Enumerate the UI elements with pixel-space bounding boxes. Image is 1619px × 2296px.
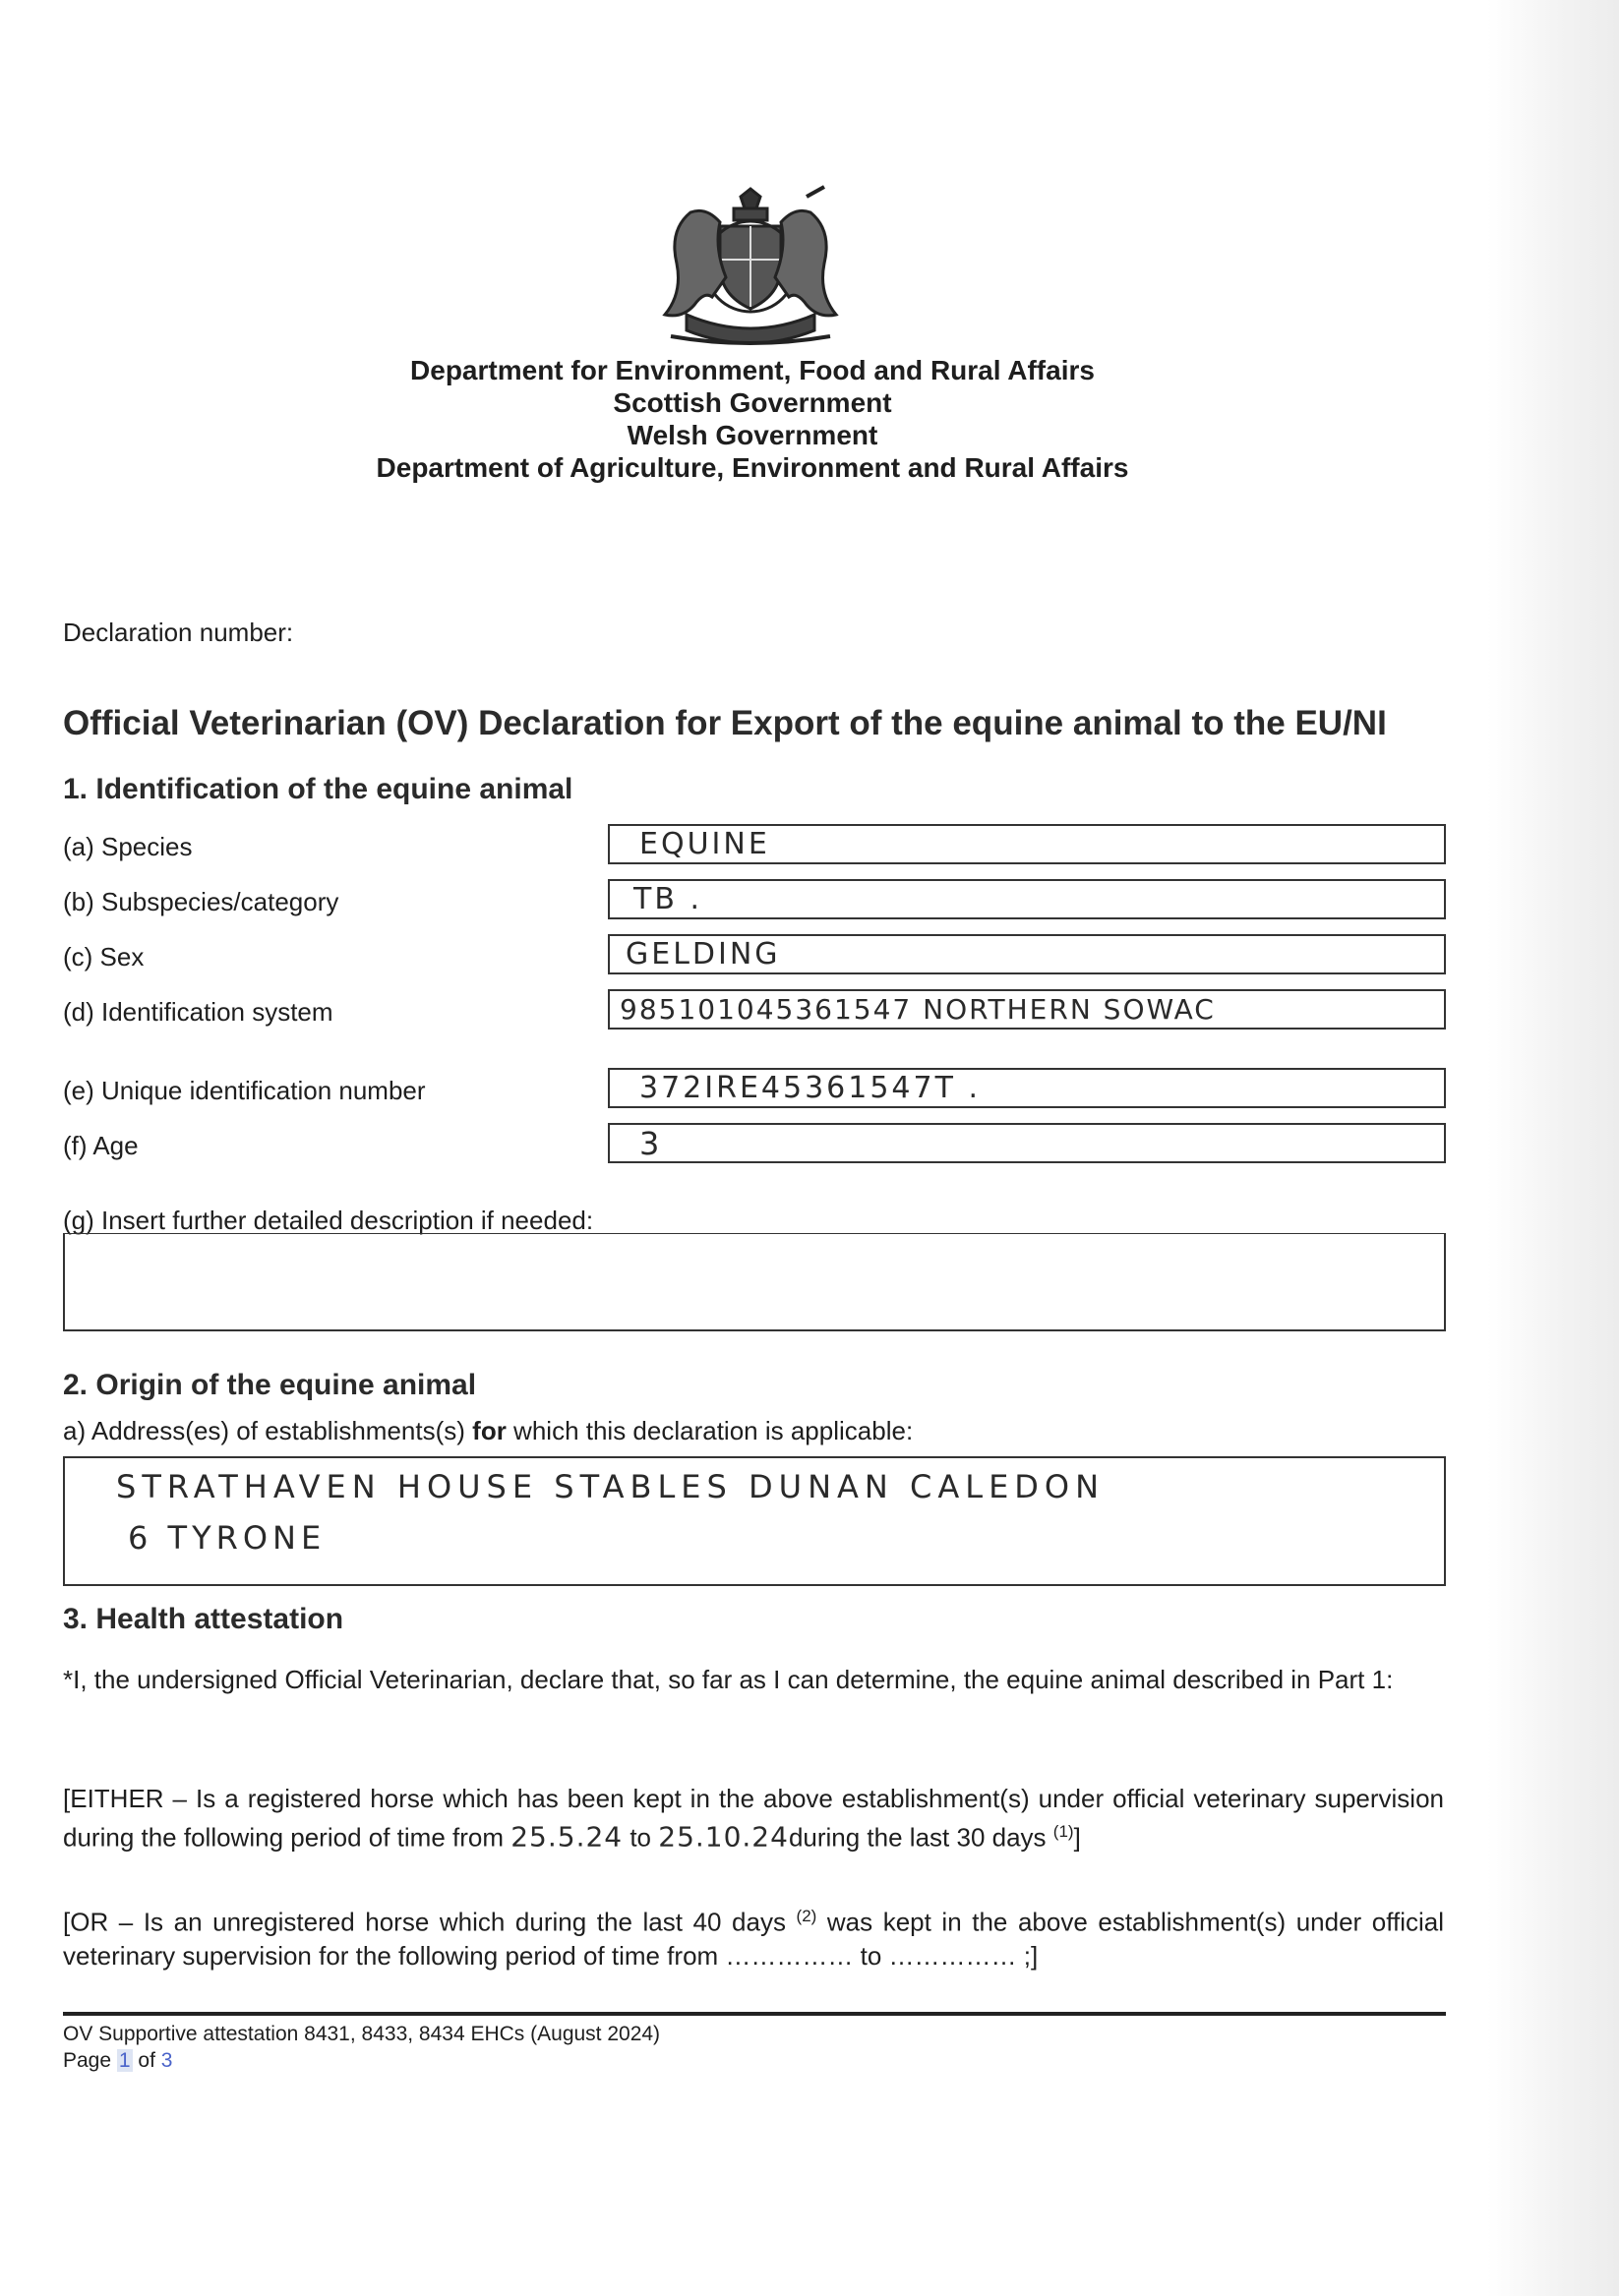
- royal-coat-of-arms-icon: [651, 183, 850, 346]
- org-scottish-government: Scottish Government: [613, 387, 892, 418]
- org-welsh-government: Welsh Government: [627, 420, 878, 450]
- either-to-date: 25.10.24: [658, 1820, 789, 1854]
- health-intro: *I, the undersigned Official Veterinarian, declare that, so far as I can determine, the equine animal described in Part 1:: [63, 1665, 1394, 1694]
- scan-edge-shadow: [1487, 0, 1619, 2296]
- org-daera: Department of Agriculture, Environment and Rural Affairs: [376, 452, 1129, 483]
- subspecies-field[interactable]: [608, 879, 1446, 919]
- further-description-box[interactable]: [63, 1233, 1446, 1331]
- org-defra: Department for Environment, Food and Rural Affairs: [410, 355, 1095, 385]
- unique-id-value: 372IRE45361547T .: [639, 1071, 982, 1105]
- subspecies-value: TB .: [633, 882, 702, 916]
- address-box[interactable]: [63, 1456, 1446, 1586]
- declaration-number-label: Declaration number:: [63, 618, 294, 647]
- section1-heading: 1. Identification of the equine animal: [63, 773, 573, 805]
- either-clause: [EITHER – Is a registered horse which has been kept in the above establishment(s) under official veterinary supervision during the following period of time from 25.5.24 to 25.10.24during the last 30 days $^{(1)}$]: [63, 1784, 1444, 1854]
- section3-heading: 3. Health attestation: [63, 1603, 344, 1635]
- or-clause: [OR – Is an unregistered horse which during the last 40 days $^{(2)}$ was kept in the above establishment(s) under official veterinary supervision for the following period of time from …………… to …………… ;]: [63, 1907, 1444, 1971]
- identification-system-label: (d) Identification system: [63, 997, 333, 1027]
- page-title: Official Veterinarian (OV) Declaration for Export of the equine animal to the EU/NI: [63, 704, 1387, 742]
- age-value: 3: [639, 1125, 663, 1162]
- species-field[interactable]: [608, 824, 1446, 864]
- unique-id-label: (e) Unique identification number: [63, 1076, 426, 1105]
- further-description-label: (g) Insert further detailed description if needed:: [63, 1206, 594, 1235]
- identification-system-field[interactable]: [608, 989, 1446, 1030]
- sex-value: GELDING: [626, 937, 781, 971]
- either-from-date: 25.5.24: [510, 1820, 624, 1854]
- footer-rule: [63, 2012, 1446, 2016]
- sex-label: (c) Sex: [63, 942, 145, 971]
- species-label: (a) Species: [63, 832, 193, 861]
- address-label: a) Address(es) of establishments(s) for which this declaration is applicable:: [63, 1416, 914, 1445]
- address-line-1: STRATHAVEN HOUSE STABLES DUNAN CALEDON: [116, 1468, 1106, 1505]
- footer-attestation: OV Supportive attestation 8431, 8433, 8434 EHCs (August 2024): [63, 2023, 661, 2045]
- age-field[interactable]: [608, 1123, 1446, 1163]
- address-line-2: 6 TYRONE: [128, 1519, 327, 1557]
- age-label: (f) Age: [63, 1131, 139, 1160]
- identification-system-value: 985101045361547 NORTHERN SOWAC: [620, 993, 1216, 1026]
- footer-page-number: Page 1 of 3: [63, 2049, 173, 2072]
- species-value: EQUINE: [639, 827, 770, 861]
- sex-field[interactable]: [608, 934, 1446, 974]
- subspecies-label: (b) Subspecies/category: [63, 887, 339, 916]
- section2-heading: 2. Origin of the equine animal: [63, 1369, 477, 1401]
- unique-id-field[interactable]: [608, 1068, 1446, 1108]
